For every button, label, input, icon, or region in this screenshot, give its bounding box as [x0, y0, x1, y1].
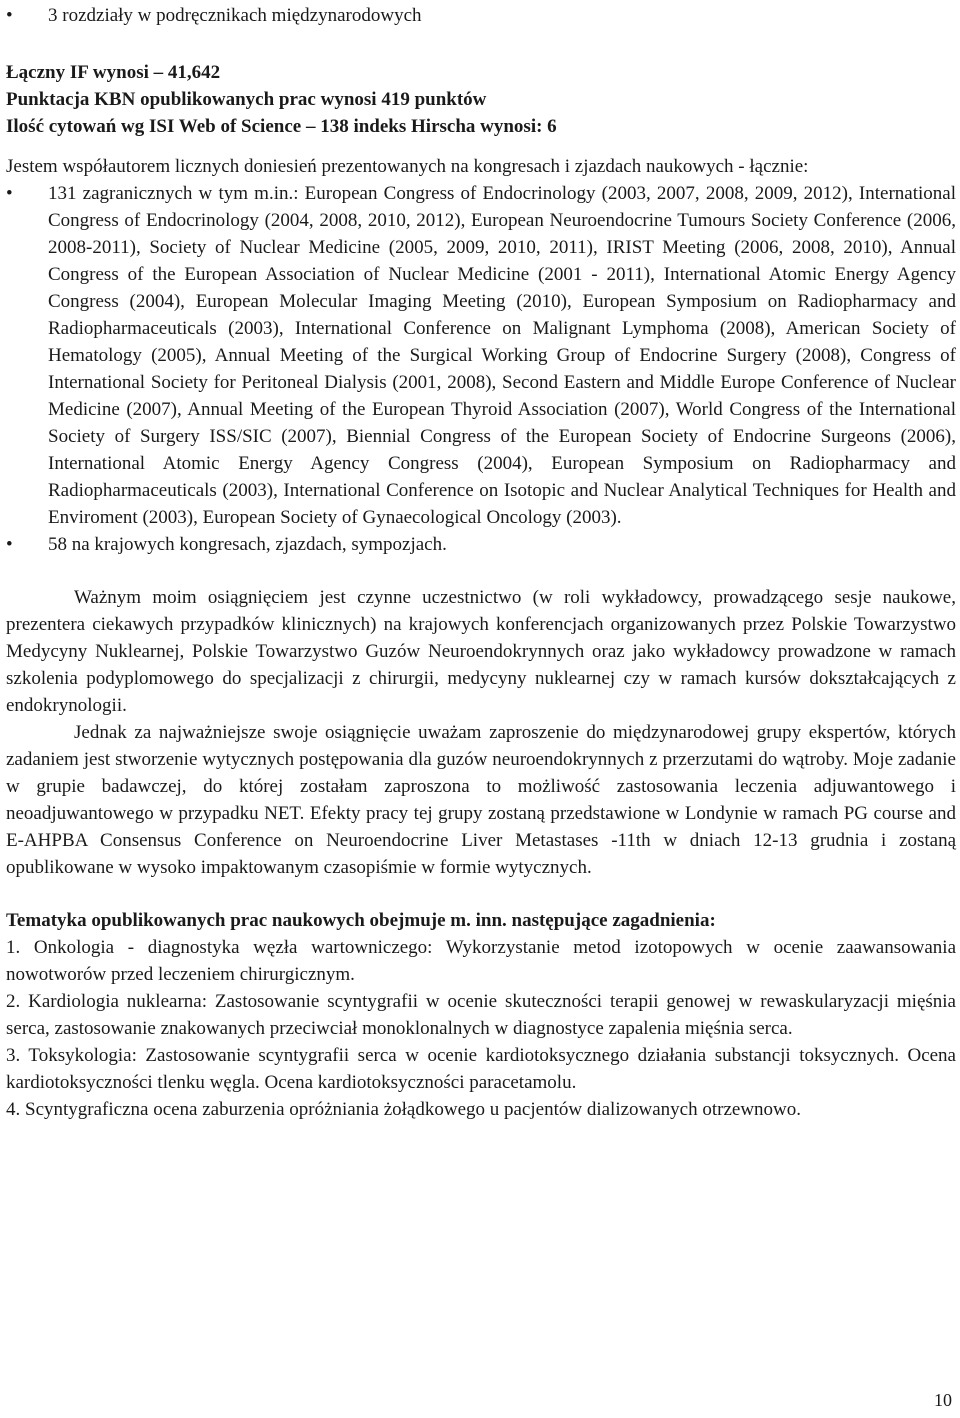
page-number: 10 — [934, 1390, 952, 1410]
topic-item: 4. Scyntygraficzna ocena zaburzenia opróżniania żołądkowego u pacjentów dializowanych otrzewnowo. — [6, 1099, 802, 1120]
document-page — [6, 2, 956, 1123]
paragraph-invitation: Jednak za najważniejsze swoje osiągnięcie uważam zaproszenie do międzynarodowej grupy ekspertów, których zadaniem jest stworzenie wytycznych postępowania dla guzów neuroendokrynnych z przerzutami do wątroby. Moje zadanie w grupie badawczej, do której zostałam zaproszona to możliwość zastosowania leczenia adjuwantowego i neoadjuwantowego w przypadku NET. Efekty pracy tej grupy zostaną przedstawione w Londynie w ramach PG course and E-AHPBA Consensus Conference on Neuroendocrine Liver Metastases -11th w dniach 12-13 grudnia i zostaną opublikowane w wysoko impaktowanym czasopiśmie w formie wytycznych. — [6, 722, 956, 878]
topic-item: 2. Kardiologia nuklearna: Zastosowanie scyntygrafii w ocenie skuteczności terapii genowej w rewaskularyzacji mięśnia serca, zastosowanie znakowanych przeciwciał monoklonalnych w diagnostyce zapalenia mięśnia serca. — [6, 991, 956, 1039]
congress-intro: Jestem współautorem licznych doniesień prezentowanych na kongresach i zjazdach naukowych - łącznie: — [6, 156, 809, 177]
citation-summary: Ilość cytowań wg ISI Web of Science – 138 indeks Hirscha wynosi: 6 — [6, 116, 557, 137]
topic-item: 1. Onkologia - diagnostyka węzła wartowniczego: Wykorzystanie metod izotopowych w ocenie zaawansowania nowotworów przed leczeniem chirurgicznym. — [6, 937, 956, 985]
topics-heading: Tematyka opublikowanych prac naukowych obejmuje m. inn. następujące zagadnienia: — [6, 910, 716, 931]
topic-item: 3. Toksykologia: Zastosowanie scyntygrafii serca w ocenie kardiotoksycznego działania substancji toksycznych. Ocena kardiotoksyczności tlenku węgla. Ocena kardiotoksyczności paracetamolu. — [6, 1045, 956, 1093]
bullet-domestic-congresses: • 58 na krajowych kongresach, zjazdach, sympozjach. — [6, 531, 956, 558]
kbn-summary: Punktacja KBN opublikowanych prac wynosi 419 punktów — [6, 89, 487, 110]
if-summary: Łączny IF wynosi – 41,642 — [6, 62, 221, 83]
paragraph-achievement: Ważnym moim osiągnięciem jest czynne uczestnictwo (w roli wykładowcy, prowadzącego sesje naukowe, prezentera ciekawych przypadków klinicznych) na krajowych konferencjach organizowanych przez Polskie Towarzystwo Medycyny Nuklearnej, Polskie Towarzystwo Guzów Neuroendokrynnych oraz jako wykładowcy prowadzone w ramach szkolenia podyplomowego do specjalizacji z chirurgii, medycyny nuklearnej czy w ramach kursów dokształcających z endokrynologii. — [6, 587, 956, 716]
bullet-chapters: • 3 rozdziały w podręcznikach międzynarodowych — [6, 2, 956, 29]
bullet-foreign-congresses: • 131 zagranicznych w tym m.in.: European Congress of Endocrinology (2003, 2007, 2008, 2009, 2012), International Congress of Endocrinology (2004, 2008, 2010, 2012), European Neuroendocrine Tumours Society Conference (2006, 2008-2011), Society of Nuclear Medicine (2005, 2009, 2010, 2011), IRIST Meeting (2006, 2008, 2010), Annual Congress of the European Association of Nuclear Medicine (2001 - 2011), International Atomic Energy Agency Congress (2004), European Molecular Imaging Meeting (2010), European Symposium on Radiopharmacy and Radiopharmaceuticals (2003), International Conference on Malignant Lymphoma (2008), American Society of Hematology (2005), Annual Meeting of the Surgical Working Group of Endocrine Surgery (2008), Congress of International Society for Peritoneal Dialysis (2001, 2008), Second Eastern and Middle Europe Conference of Nuclear Medicine (2007), Annual Meeting of the European Thyroid Association (2007), World Congress of the International Society of Surgery ISS/SIC (2007), Biennial Congress of the European Society of Endocrine Surgeons (2006), International Atomic Energy Agency Congress (2004), European Symposium on Radiopharmacy and Radiopharmaceuticals (2003), International Conference on Isotopic and Nuclear Analytical Techniques for Health and Enviroment (2003), European Society of Gynaecological Oncology (2003). — [6, 180, 956, 531]
